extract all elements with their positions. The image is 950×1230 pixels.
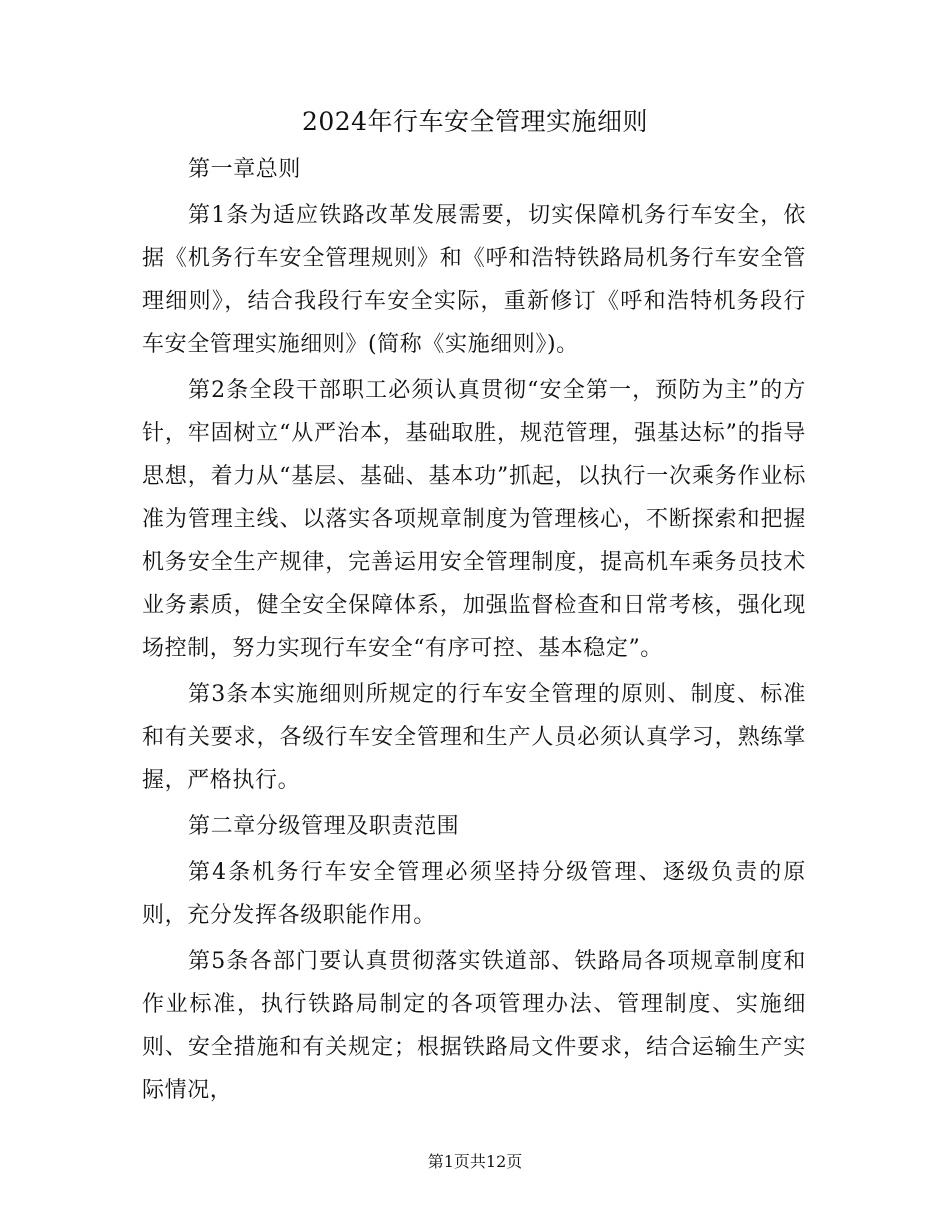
article-paragraph: 第3条本实施细则所规定的行车安全管理的原则、制度、标准和有关要求，各级行车安全管理和生产人员必须认真学习，熟练掌握，严格执行。: [142, 682, 806, 793]
article-paragraph: 第5条各部门要认真贯彻落实铁道部、铁路局各项规章制度和作业标准，执行铁路局制定的各项管理办法、管理制度、实施细则、安全措施和有关规定；根据铁路局文件要求，结合运输生产实际情况，: [142, 949, 806, 1103]
chapter-heading: 第一章总则: [188, 157, 302, 182]
page-number: 第1页共12页: [427, 1152, 523, 1171]
article-paragraph: 第1条为适应铁路改革发展需要，切实保障机务行车安全，依据《机务行车安全管理规则》和《呼和浩特铁路局机务行车安全管理细则》，结合我段行车安全实际，重新修订《呼和浩特机务段行车安全管理实施细则》(简称《实施细则》)。: [142, 203, 806, 357]
article-paragraph: 第4条机务行车安全管理必须坚持分级管理、逐级负责的原则，充分发挥各级职能作用。: [142, 860, 806, 928]
document-body: [142, 148, 806, 1115]
chapter-heading: 第二章分级管理及职责范围: [188, 814, 460, 839]
article-paragraph: 第2条全段干部职工必须认真贯彻“安全第一，预防为主”的方针，牢固树立“从严治本，基础取胜，规范管理，强基达标”的指导思想，着力从“基层、基础、基本功”抓起，以执行一次乘务作业标准为管理主线、以落实各项规章制度为管理核心，不断探索和把握机务安全生产规律，完善运用安全管理制度，提高机车乘务员技术业务素质，健全安全保障体系，加强监督检查和日常考核，强化现场控制，努力实现行车安全“有序可控、基本稳定”。: [142, 378, 806, 661]
document-title: 2024年行车安全管理实施细则: [301, 107, 649, 136]
